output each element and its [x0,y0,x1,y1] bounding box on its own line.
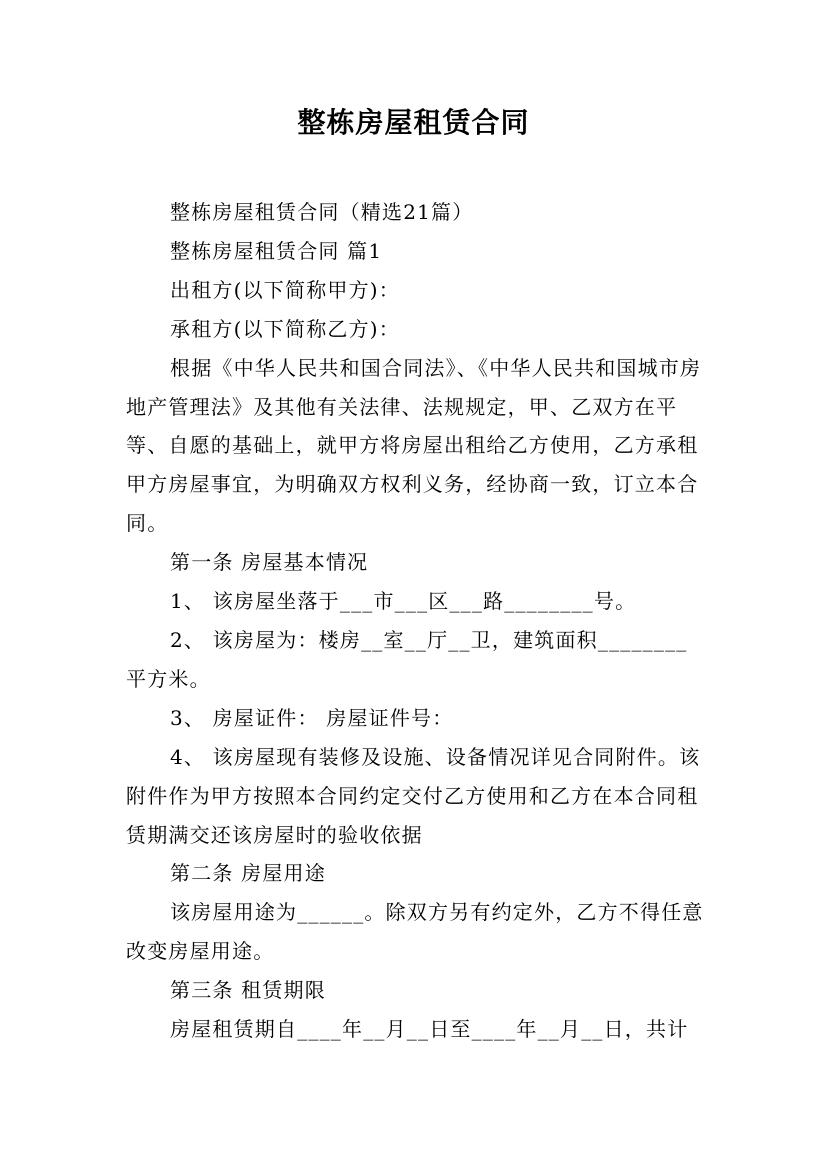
paragraph-lease-term: 房屋租赁期自____年__月__日至____年__月__日，共计 [170,1017,689,1042]
paragraph-lessor: 出租方(以下简称甲方)： [170,277,401,302]
paragraph-article-2-heading: 第二条 房屋用途 [170,861,326,886]
paragraph-item-1: 1、 该房屋坐落于___市___区___路________号。 [170,589,637,614]
paragraph-article-3-heading: 第三条 租赁期限 [170,978,326,1003]
paragraph-item-4: 4、 该房屋现有装修及设施、设备情况详见合同附件。该附件作为甲方按照本合同约定交付乙方使用和乙方在本合同租赁期满交还该房屋时的验收依据 [126,744,701,847]
paragraph-item-3: 3、 房屋证件： 房屋证件号： [170,705,454,730]
document-body [126,193,706,1049]
document-title: 整栋房屋租赁合同 [297,106,530,139]
paragraph-article-1-heading: 第一条 房屋基本情况 [170,550,369,575]
paragraph-preamble: 根据《中华人民共和国合同法》、《中华人民共和国城市房地产管理法》及其他有关法律、法规规定，甲、乙双方在平等、自愿的基础上，就甲方将房屋出租给乙方使用，乙方承租甲方房屋事宜，为明确双方权利义务，经协商一致，订立本合同。 [126,355,702,536]
paragraph-heading-part1: 整栋房屋租赁合同 篇1 [170,238,383,263]
paragraph-item-2: 2、 该房屋为：楼房__室__厅__卫，建筑面积________平方米。 [126,627,688,691]
paragraph-subtitle: 整栋房屋租赁合同（精选21篇） [170,200,474,224]
paragraph-lessee: 承租方(以下简称乙方)： [170,316,401,341]
paragraph-usage: 该房屋用途为______。除双方另有约定外，乙方不得任意改变房屋用途。 [126,900,704,964]
